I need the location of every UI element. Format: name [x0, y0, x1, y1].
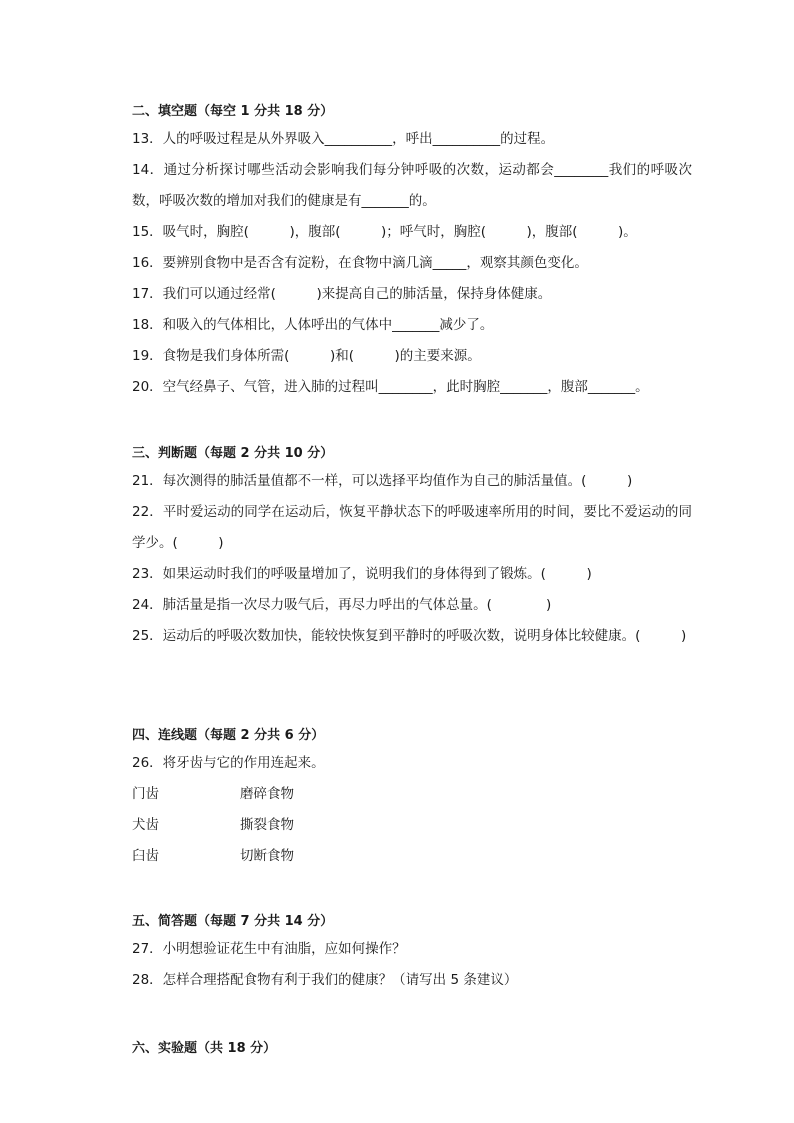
function-grind: 磨碎食物 — [240, 786, 294, 802]
match-row — [132, 779, 692, 810]
question-24: 24．肺活量是指一次尽力吸气后，再尽力呼出的气体总量。( ) — [132, 597, 552, 613]
section-short-answer — [132, 912, 692, 996]
question-19: 19．食物是我们身体所需( )和( )的主要来源。 — [132, 348, 481, 364]
section-title: 四、连线题（每题 2 分共 6 分） — [132, 728, 325, 743]
section-title: 五、简答题（每题 7 分共 14 分） — [132, 914, 334, 929]
question-27: 27．小明想验证花生中有油脂，应如何操作？ — [132, 941, 406, 957]
section-title: 六、实验题（共 18 分） — [132, 1041, 277, 1056]
section-true-false — [132, 444, 692, 652]
question-15: 15．吸气时，胸腔( )，腹部( )；呼气时，胸腔( )，腹部( )。 — [132, 224, 637, 240]
match-row — [132, 810, 692, 841]
section-experiment — [132, 1039, 692, 1059]
tooth-canine: 犬齿 — [132, 817, 159, 833]
function-tear: 撕裂食物 — [240, 817, 294, 833]
question-26: 26．将牙齿与它的作用连起来。 — [132, 755, 325, 771]
question-17: 17．我们可以通过经常( )来提高自己的肺活量，保持身体健康。 — [132, 286, 552, 302]
question-21: 21．每次测得的肺活量值都不一样，可以选择平均值作为自己的肺活量值。( ) — [132, 473, 633, 489]
question-13: 13．人的呼吸过程是从外界吸入__________，呼出__________的过程。 — [132, 131, 555, 147]
question-25: 25．运动后的呼吸次数加快，能较快恢复到平静时的呼吸次数，说明身体比较健康。( ) — [132, 628, 687, 644]
question-16: 16．要辨别食物中是否含有淀粉，在食物中滴几滴_____，观察其颜色变化。 — [132, 255, 588, 271]
tooth-molar: 臼齿 — [132, 848, 159, 864]
match-row — [132, 841, 692, 872]
section-title: 二、填空题（每空 1 分共 18 分） — [132, 104, 334, 119]
question-20: 20．空气经鼻子、气管，进入肺的过程叫________，此时胸腔_______，腹部_______。 — [132, 379, 649, 395]
question-22: 22．平时爱运动的同学在运动后，恢复平静状态下的呼吸速率所用的时间，要比不爱运动的同学少。( ) — [132, 504, 692, 551]
question-18: 18．和吸入的气体相比，人体呼出的气体中_______减少了。 — [132, 317, 494, 333]
question-23: 23．如果运动时我们的呼吸量增加了，说明我们的身体得到了锻炼。( ) — [132, 566, 592, 582]
question-14: 14．通过分析探讨哪些活动会影响我们每分钟呼吸的次数，运动都会________我们的呼吸次数，呼吸次数的增加对我们的健康是有_______的。 — [132, 162, 692, 209]
section-fill-in-blanks — [132, 102, 692, 403]
question-28: 28．怎样合理搭配食物有利于我们的健康？（请写出 5 条建议） — [132, 972, 518, 988]
function-cut: 切断食物 — [240, 848, 294, 864]
section-matching — [132, 726, 692, 872]
tooth-incisor: 门齿 — [132, 786, 159, 802]
section-title: 三、判断题（每题 2 分共 10 分） — [132, 446, 334, 461]
